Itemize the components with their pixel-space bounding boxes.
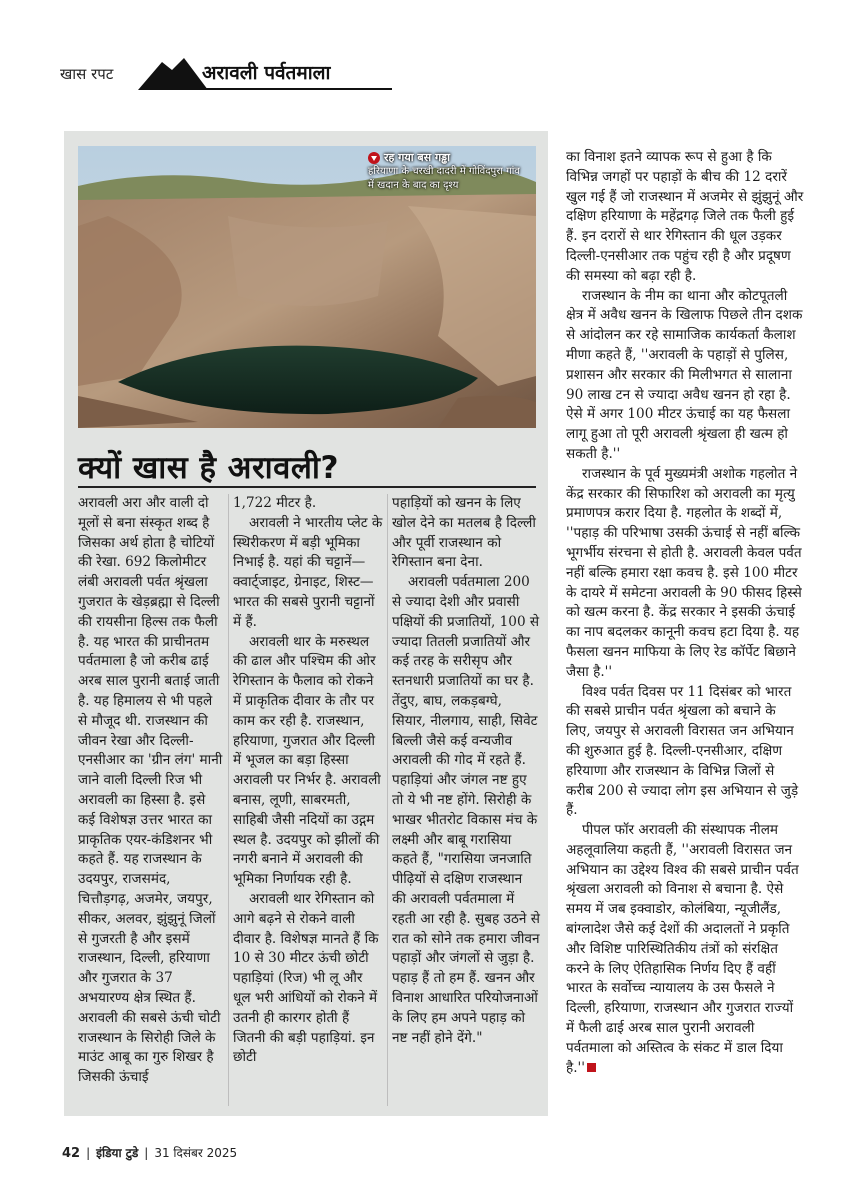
end-mark-icon	[587, 1063, 596, 1072]
column-divider	[228, 494, 229, 1106]
paragraph: विश्व पर्वत दिवस पर 11 दिसंबर को भारत की सबसे प्राचीन पर्वत श्रृंखला को बचाने के लिए, जयपुर से अरावली विरासत जन अभियान की शुरुआत हुई है. दिल्ली-एनसीआर, दक्षिण हरियाणा और राजस्थान के विभिन्न जिलों से करीब 200 से ज्यादा लोग इस अभियान से जुड़े हैं.	[566, 683, 799, 819]
footer-separator: |	[144, 1146, 149, 1160]
page-footer	[62, 1144, 237, 1161]
paragraph: अरावली अरा और वाली दो मूलों से बना संस्कृत शब्द है जिसका अर्थ होता है चोटियों की रेखा. 692 किलोमीटर लंबी अरावली पर्वत श्रृंखला गुजरात के खेड़ब्रह्मा से दिल्ली की रायसीना हिल्स तक फैली है. यह भारत की प्राचीनतम पर्वतमाला है जो करीब ढाई अरब साल पुरानी बताई जाती है. यह हिमालय से भी पहले से मौजूद थी. राजस्थान की जीवन रेखा और दिल्ली-एनसीआर का 'ग्रीन लंग' मानी जाने वाली दिल्ली रिज भी अरावली का हिस्सा है. इसे कई विशेषज्ञ उत्तर भारत का प्राकृतिक एयर-कंडिशनर भी कहते हैं. यह राजस्थान के उदयपुर, राजसमंद, चित्तौड़गढ़, अजमेर, जयपुर, सीकर, अलवर, झुंझुनूं जिलों से गुजरती है और इसमें राजस्थान, दिल्ली, हरियाणा और गुजरात के 37 अभयारण्य क्षेत्र स्थित हैं. अरावली की सबसे ऊंची चोटी राजस्थान के सिरोही जिले के माउंट आबू का गुरु शिखर है जिसकी ऊंचाई	[78, 495, 223, 1086]
page-number: 42	[62, 1146, 81, 1161]
section-label: खास रपट	[60, 65, 114, 83]
paragraph: राजस्थान के नीम का थाना और कोटपूतली क्षेत्र में अवैध खनन के खिलाफ पिछले तीन दशक से आंदोलन कर रहे सामाजिक कार्यकर्ता कैलाश मीणा कहते हैं, ''अरावली के पहाड़ों से पुलिस, प्रशासन और सरकार की मिलीभगत से सालाना 90 लाख टन से ज्यादा अवैध खनन हो रहा है. ऐसे में अगर 100 मीटर ऊंचाई का यह फैसला लागू हुआ तो पूरी अरावली श्रृंखला ही खत्म हो सकती है.''	[566, 287, 803, 462]
caption-text: हरियाणा के चरखी दादरी में गोविंदपुरा गांव में खदान के बाद का दृश्य	[368, 166, 520, 191]
paragraph: का विनाश इतने व्यापक रूप से हुआ है कि विभिन्न जगहों पर पहाड़ों के बीच की 12 दरारें खुल गई हैं जो राजस्थान में अजमेर से झुंझुनूं और दक्षिण हरियाणा के महेंद्रगढ़ जिले तक फैली हुई हैं. इन दरारों से थार रेगिस्तान की धूल उड़कर दिल्ली-एनसीआर तक पहुंच रही है और प्रदूषण की समस्या को बढ़ा रही है.	[566, 149, 804, 284]
magazine-name: इंडिया टुडे	[96, 1146, 139, 1160]
photo-caption	[368, 151, 528, 193]
paragraph: 1,722 मीटर है.	[233, 495, 317, 511]
column-1	[78, 494, 224, 1088]
paragraph: अरावली पर्वतमाला 200 से ज्यादा देशी और प्रवासी पक्षियों की प्रजातियों, 100 से ज्यादा तितली प्रजातियों और कई तरह के सरीसृप और स्तनधारी प्रजातियों का घर है. तेंदुए, बाघ, लकड़बग्घे, सियार, नीलगाय, साही, सिवेट बिल्ली जैसे कई वन्यजीव अरावली की गोद में रहते हैं. पहाड़ियां और जंगल नष्ट हुए तो ये भी नष्ट होंगे. सिरोही के भाखर भीतरोट विकास मंच के लक्ष्मी और बाबू गरासिया कहते हैं, "गरासिया जनजाति पीढ़ियों से दक्षिण राजस्थान की अरावली पर्वतमाला में रहती आ रही है. सुबह उठने से रात को सोने तक हमारा जीवन पहाड़ों और जंगलों से जुड़ा है. पहाड़ हैं तो हम हैं. खनन और विनाश आधारित परियोजनाओं के लिए हम अपने पहाड़ को नष्ट नहीं होने देंगे."	[392, 574, 540, 1046]
page-header	[60, 54, 820, 94]
paragraph: अरावली ने भारतीय प्लेट के स्थिरीकरण में बड़ी भूमिका निभाई है. यहां की चट्टानें—क्वार्ट्जाइट, ग्रेनाइट, शिस्ट—भारत की सबसे पुरानी चट्टानों में हैं.	[233, 514, 383, 630]
article-heading: क्यों खास है अरावली?	[78, 450, 339, 486]
caption-marker-icon	[368, 152, 380, 164]
paragraph-text: पीपल फॉर अरावली की संस्थापक नीलम अहलूवालिया कहती हैं, ''अरावली विरासत जन अभियान का उद्देश्य विश्व की सबसे प्राचीन पर्वत श्रृंखला अरावली को विनाश से बचाना है. ऐसे समय में जब इक्वाडोर, कोलंबिया, न्यूजीलैंड, बांग्लादेश जैसे कई देशों की अदालतों ने प्रकृति और विशिष्ट पारिस्थितिकीय तंत्रों को संरक्षित करने के लिए ऐतिहासिक निर्णय दिए हैं वहीं भारत के सर्वोच्च न्यायालय के उस फैसले ने दिल्ली, हरियाणा, राजस्थान और गुजरात राज्यों में फैली ढाई अरब साल पुरानी अरावली पर्वतमाला को अस्तित्व के संकट में डाल दिया है.''	[566, 822, 799, 1076]
paragraph: अरावली थार के मरुस्थल की ढाल और पश्चिम की ओर रेगिस्तान के फैलाव को रोकने में प्राकृतिक दीवार के तौर पर काम कर रही है. राजस्थान, हरियाणा, गुजरात और दिल्ली में भूजल का बड़ा हिस्सा अरावली पर निर्भर है. अरावली बनास, लूणी, साबरमती, साहिबी जैसी नदियों का उद्गम स्थल है. उदयपुर को झीलों की नगरी बनाने में अरावली की भूमिका निर्णायक रही है.	[233, 633, 381, 888]
paragraph: पहाड़ियों को खनन के लिए खोल देने का मतलब है दिल्ली और पूर्वी राजस्थान को रेगिस्तान बना देना.	[392, 495, 536, 571]
mountain-icon	[138, 56, 208, 90]
header-rule	[202, 88, 392, 90]
section-topic: अरावली पर्वतमाला	[202, 62, 331, 84]
issue-date: 31 दिसंबर 2025	[154, 1146, 238, 1160]
column-3	[392, 494, 540, 1048]
paragraph: राजस्थान के पूर्व मुख्यमंत्री अशोक गहलोत ने केंद्र सरकार की सिफारिश को अरावली का मृत्यु प्रमाणपत्र करार दिया है. गहलोत के शब्दों में, ''पहाड़ की परिभाषा उसकी ऊंचाई से नहीं बल्कि भूगर्भीय संरचना से होती है. अरावली केवल पर्वत नहीं बल्कि हमारा रक्षा कवच है. इसे 100 मीटर के दायरे में समेटना अरावली के 90 फीसद हिस्से को खत्म करना है. केंद्र सरकार ने इसकी ऊंचाई का नाप बदलकर कानूनी कवच हटा दिया है. यह फैसला खनन माफिया के लिए रेड कॉर्पेट बिछाने जैसा है.''	[566, 465, 802, 680]
footer-separator: |	[86, 1146, 91, 1160]
paragraph: अरावली थार रेगिस्तान को आगे बढ़ने से रोकने वाली दीवार है. विशेषज्ञ मानते हैं कि 10 से 30 मीटर ऊंची छोटी पहाड़ियां (रिज) भी लू और धूल भरी आंधियों को रोकने में उतनी ही कारगर होती हैं जितनी की बड़ी पहाड़ियां. इन छोटी	[233, 890, 379, 1066]
heading-rule	[78, 486, 536, 488]
caption-title: रह गया बस गड्ढा	[384, 151, 450, 164]
column-divider	[387, 494, 388, 1106]
paragraph	[566, 821, 804, 1078]
column-4	[566, 148, 804, 1078]
column-2	[233, 494, 383, 1068]
